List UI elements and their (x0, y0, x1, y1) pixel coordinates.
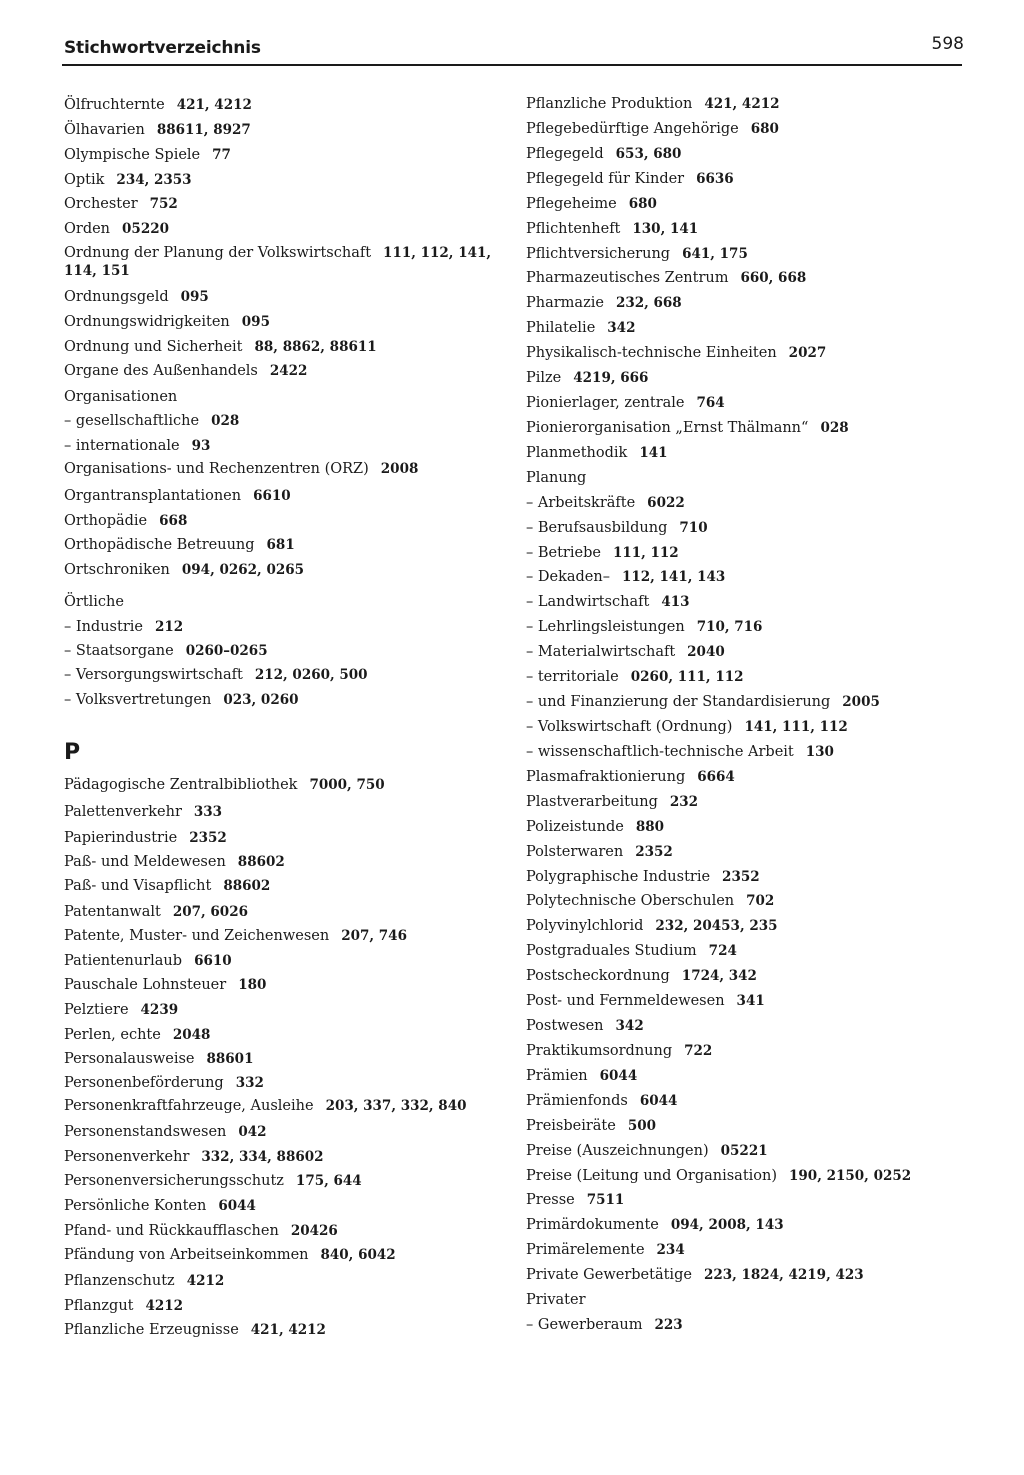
entry-term: Polytechnische Oberschulen (526, 893, 735, 909)
entry-term: Orthopädie (64, 513, 148, 529)
index-entry (64, 952, 504, 970)
entry-term: – Betriebe (526, 545, 601, 561)
entry-term: Pfändung von Arbeitseinkommen (64, 1247, 309, 1263)
entry-term: Pflichtenheft (526, 221, 621, 237)
entry-term: Postgraduales Studium (526, 943, 697, 959)
index-entry (526, 743, 966, 761)
entry-term: Pionierorganisation „Ernst Thälmann“ (526, 420, 809, 436)
entry-references: 207, 746 (341, 928, 407, 944)
entry-term: Palettenverkehr (64, 804, 182, 820)
index-entry (64, 803, 504, 821)
entry-references: 094, 0262, 0265 (181, 562, 305, 578)
index-entry (526, 1316, 966, 1334)
entry-term: Planmethodik (526, 445, 628, 461)
index-entry (526, 394, 966, 412)
index-entry (64, 171, 504, 189)
index-entry (64, 1272, 504, 1290)
entry-term: Physikalisch-technische Einheiten (526, 345, 777, 361)
entry-term: Organe des Außenhandels (64, 363, 258, 379)
index-entry (526, 568, 966, 586)
entry-term: Ordnungsgeld (64, 289, 169, 305)
entry-references: 332, 334, 88602 (201, 1149, 324, 1165)
index-entry (64, 1297, 504, 1315)
entry-term: Pilze (526, 370, 562, 386)
index-entry (64, 1050, 504, 1068)
header-rule (62, 64, 962, 66)
entry-term: Persönliche Konten (64, 1198, 207, 1214)
entry-term: – Lehrlingsleistungen (526, 619, 685, 635)
index-entry (64, 853, 504, 871)
entry-term: Papierindustrie (64, 830, 178, 846)
entry-term: – Materialwirtschaft (526, 644, 676, 660)
entry-term: Pflichtversicherung (526, 246, 671, 262)
index-entry (64, 877, 504, 895)
entry-references: 6636 (696, 171, 734, 187)
index-entry (64, 362, 504, 380)
entry-references: 2352 (189, 830, 227, 846)
entry-references: 028 (211, 413, 240, 429)
entry-term: Postwesen (526, 1018, 604, 1034)
entry-term: Pflegebedürftige Angehörige (526, 121, 739, 137)
index-entry (64, 593, 504, 611)
entry-references: 342 (615, 1018, 644, 1034)
entry-references: 2422 (269, 363, 308, 379)
entry-references: 660, 668 (740, 270, 807, 286)
entry-references: 4219, 666 (573, 370, 649, 386)
entry-references: 500 (627, 1118, 657, 1134)
entry-references: 223 (654, 1317, 683, 1333)
entry-references: 702 (746, 893, 775, 909)
index-entry (526, 319, 966, 337)
index-entry (64, 388, 504, 406)
entry-references: 342 (607, 320, 636, 336)
entry-references: 212, 0260, 500 (254, 667, 368, 683)
index-entry (526, 1042, 966, 1060)
index-entry (64, 1001, 504, 1019)
entry-references: 4212 (145, 1298, 184, 1314)
entry-term: Perlen, echte (64, 1027, 161, 1043)
entry-term: Personenbeförderung (64, 1075, 224, 1091)
entry-references: 4212 (186, 1273, 225, 1289)
index-entry (526, 868, 966, 886)
entry-references: 653, 680 (615, 146, 682, 162)
index-entry (64, 1172, 504, 1190)
entry-term: Philatelie (526, 320, 596, 336)
entry-term: Ortschroniken (64, 562, 170, 578)
entry-references: 175, 644 (295, 1173, 362, 1189)
index-entry (64, 618, 504, 636)
index-entry (526, 95, 966, 113)
entry-term: Orchester (64, 196, 138, 212)
index-entry (526, 917, 966, 935)
entry-term: Prämien (526, 1068, 588, 1084)
page-number: 598 (931, 34, 964, 54)
index-entry (64, 460, 504, 478)
entry-term: – internationale (64, 438, 180, 454)
index-entry (526, 120, 966, 138)
index-entry (526, 519, 966, 537)
entry-term: Prämienfonds (526, 1093, 628, 1109)
entry-term: Organisationen (64, 389, 178, 405)
entry-references: 095 (180, 289, 209, 305)
entry-term: Pharmazeutisches Zentrum (526, 270, 729, 286)
entry-references: 111, 112, 141, 114, 151 (64, 245, 492, 279)
index-entry (64, 313, 504, 331)
entry-term: Pflanzliche Erzeugnisse (64, 1322, 239, 1338)
index-entry (526, 618, 966, 636)
entry-references: 6610 (253, 488, 291, 504)
index-entry (526, 593, 966, 611)
entry-references: 203, 337, 332, 840 (325, 1098, 467, 1114)
index-entry (64, 1148, 504, 1166)
entry-references: 7511 (586, 1192, 625, 1208)
index-entry (526, 170, 966, 188)
index-entry (64, 412, 504, 430)
entry-term: Ölfruchternte (64, 97, 165, 113)
index-entry (526, 693, 966, 711)
entry-references: 333 (193, 804, 223, 820)
index-entry (64, 903, 504, 921)
index-entry (64, 512, 504, 530)
entry-term: Pflanzenschutz (64, 1273, 175, 1289)
entry-term: Olympische Spiele (64, 147, 201, 163)
entry-term: Patientenurlaub (64, 953, 183, 969)
index-entry (526, 793, 966, 811)
index-entry (526, 494, 966, 512)
entry-references: 421, 4212 (250, 1322, 326, 1338)
entry-references: 88611, 8927 (156, 122, 251, 138)
index-entry (64, 1197, 504, 1215)
index-entry (64, 121, 504, 139)
entry-term: Plastverarbeitung (526, 794, 658, 810)
index-entry (526, 245, 966, 263)
index-entry (526, 1017, 966, 1035)
index-entry (64, 1026, 504, 1044)
entry-references: 2352 (635, 844, 673, 860)
index-entry (526, 344, 966, 362)
running-head: Stichwortverzeichnis (64, 38, 261, 58)
index-entry (526, 1291, 966, 1309)
index-entry (526, 718, 966, 736)
entry-term: Praktikumsordnung (526, 1043, 673, 1059)
entry-term: – territoriale (526, 669, 619, 685)
index-entry (526, 195, 966, 213)
entry-references: 234, 2353 (116, 172, 192, 188)
entry-term: Polyvinylchlorid (526, 918, 644, 934)
entry-references: 6664 (697, 769, 735, 785)
entry-term: – und Finanzierung der Standardisierung (526, 694, 831, 710)
entry-references: 0260–0265 (185, 643, 268, 659)
entry-references: 680 (750, 121, 779, 137)
index-entry (526, 1266, 966, 1284)
index-entry (526, 1216, 966, 1234)
index-entry (526, 1167, 966, 1185)
index-entry (526, 469, 966, 487)
entry-term: – Volkswirtschaft (Ordnung) (526, 719, 733, 735)
entry-references: 77 (212, 147, 231, 163)
entry-term: Pflegegeld (526, 146, 604, 162)
entry-references: 722 (684, 1043, 713, 1059)
entry-term: Personalausweise (64, 1051, 195, 1067)
entry-references: 88601 (206, 1051, 254, 1067)
entry-term: – Gewerberaum (526, 1317, 643, 1333)
entry-references: 234 (656, 1242, 685, 1258)
index-entry (64, 1097, 504, 1115)
index-entry (64, 146, 504, 164)
entry-references: 130 (805, 744, 834, 760)
index-entry (526, 768, 966, 786)
entry-term: Pfand- und Rückkaufflaschen (64, 1223, 279, 1239)
index-entry (526, 668, 966, 686)
entry-term: Paß- und Meldewesen (64, 854, 226, 870)
index-entry (64, 1246, 504, 1264)
index-entry (64, 1123, 504, 1141)
index-entry (526, 369, 966, 387)
entry-references: 680 (628, 196, 657, 212)
entry-term: Patentanwalt (64, 904, 161, 920)
entry-term: Plasmafraktionierung (526, 769, 686, 785)
entry-term: Pädagogische Zentralbibliothek (64, 777, 298, 793)
index-entry (526, 818, 966, 836)
entry-references: 1724, 342 (681, 968, 757, 984)
entry-term: Pflanzliche Produktion (526, 96, 693, 112)
entry-term: – Dekaden– (526, 569, 610, 585)
entry-term: Ordnung und Sicherheit (64, 339, 243, 355)
index-entry (64, 829, 504, 847)
entry-term: Preise (Auszeichnungen) (526, 1143, 709, 1159)
index-entry (526, 419, 966, 437)
index-entry (526, 942, 966, 960)
index-entry (64, 195, 504, 213)
entry-term: Presse (526, 1192, 575, 1208)
entry-references: 141 (639, 445, 668, 461)
index-entry (526, 444, 966, 462)
entry-term: Planung (526, 470, 587, 486)
entry-references: 20426 (290, 1223, 338, 1239)
entry-references: 88602 (237, 854, 285, 870)
entry-references: 6044 (599, 1068, 638, 1084)
entry-references: 752 (149, 196, 178, 212)
index-entry (526, 220, 966, 238)
entry-references: 232, 20453, 235 (655, 918, 778, 934)
index-entry (526, 967, 966, 985)
index-entry (64, 642, 504, 660)
entry-references: 130, 141 (632, 221, 699, 237)
index-entry (64, 437, 504, 455)
entry-references: 0260, 111, 112 (630, 669, 744, 685)
entry-references: 840, 6042 (320, 1247, 396, 1263)
entry-references: 710, 716 (696, 619, 763, 635)
entry-term: – Volksvertretungen (64, 692, 212, 708)
entry-references: 180 (238, 977, 267, 993)
entry-references: 141, 111, 112 (744, 719, 848, 735)
entry-references: 212 (154, 619, 184, 635)
index-entry (64, 1321, 504, 1339)
index-entry (64, 288, 504, 306)
entry-references: 05221 (720, 1143, 768, 1159)
entry-references: 095 (241, 314, 270, 330)
section-letter: P (64, 740, 81, 765)
entry-references: 724 (708, 943, 737, 959)
entry-references: 190, 2150, 0252 (789, 1168, 912, 1184)
entry-term: Ordnung der Planung der Volkswirtschaft (64, 245, 372, 261)
entry-term: – Industrie (64, 619, 143, 635)
index-entry (64, 536, 504, 554)
entry-term: Personenkraftfahrzeuge, Ausleihe (64, 1098, 314, 1114)
entry-term: Primärdokumente (526, 1217, 659, 1233)
entry-term: – wissenschaftlich-technische Arbeit (526, 744, 794, 760)
entry-references: 112, 141, 143 (621, 569, 726, 585)
entry-term: – gesellschaftliche (64, 413, 200, 429)
entry-term: Örtliche (64, 594, 124, 610)
index-entry (64, 776, 504, 794)
index-entry (64, 561, 504, 579)
entry-term: Pflegeheime (526, 196, 617, 212)
index-entry (64, 487, 504, 505)
entry-references: 6044 (639, 1093, 678, 1109)
entry-term: – Staatsorgane (64, 643, 174, 659)
index-entry (526, 1117, 966, 1135)
index-entry (64, 96, 504, 114)
entry-term: Pelztiere (64, 1002, 129, 1018)
entry-term: – Berufsausbildung (526, 520, 668, 536)
entry-term: Private Gewerbetätige (526, 1267, 692, 1283)
entry-references: 2008 (380, 461, 419, 477)
entry-references: 88, 8862, 88611 (254, 339, 377, 355)
entry-term: – Landwirtschaft (526, 594, 650, 610)
index-entry (64, 1074, 504, 1092)
entry-term: Pflegegeld für Kinder (526, 171, 685, 187)
entry-references: 028 (820, 420, 849, 436)
entry-references: 710 (679, 520, 708, 536)
entry-term: Ölhavarien (64, 122, 145, 138)
index-entry (526, 1067, 966, 1085)
entry-references: 641, 175 (682, 246, 748, 262)
index-entry (526, 1142, 966, 1160)
entry-references: 413 (661, 594, 690, 610)
entry-references: 6044 (218, 1198, 256, 1214)
index-entry (64, 976, 504, 994)
entry-references: 341 (736, 993, 765, 1009)
entry-references: 93 (191, 438, 211, 454)
index-entry (526, 269, 966, 287)
entry-term: Privater (526, 1292, 586, 1308)
index-entry (64, 1222, 504, 1240)
entry-term: Polsterwaren (526, 844, 624, 860)
entry-term: Postscheckordnung (526, 968, 670, 984)
entry-references: 6022 (647, 495, 685, 511)
entry-term: Personenversicherungsschutz (64, 1173, 284, 1189)
entry-term: – Arbeitskräfte (526, 495, 636, 511)
index-entry (64, 691, 504, 709)
entry-term: Pauschale Lohnsteuer (64, 977, 227, 993)
entry-references: 681 (266, 537, 295, 553)
entry-references: 223, 1824, 4219, 423 (703, 1267, 864, 1283)
entry-references: 2027 (788, 345, 827, 361)
entry-references: 232 (669, 794, 699, 810)
entry-references: 207, 6026 (172, 904, 248, 920)
index-entry (64, 244, 504, 280)
entry-term: Optik (64, 172, 105, 188)
entry-term: Personenstandswesen (64, 1124, 227, 1140)
entry-references: 4239 (140, 1002, 179, 1018)
entry-term: Preisbeiräte (526, 1118, 616, 1134)
entry-term: Orthopädische Betreuung (64, 537, 255, 553)
index-entry (526, 643, 966, 661)
entry-term: Polizeistunde (526, 819, 624, 835)
entry-term: Polygraphische Industrie (526, 869, 711, 885)
index-entry (526, 544, 966, 562)
index-entry (526, 892, 966, 910)
index-entry (526, 992, 966, 1010)
entry-term: Primärelemente (526, 1242, 645, 1258)
entry-references: 05220 (122, 221, 169, 237)
entry-references: 2040 (687, 644, 725, 660)
entry-term: Pionierlager, zentrale (526, 395, 685, 411)
entry-term: Orden (64, 221, 111, 237)
entry-references: 6610 (194, 953, 232, 969)
entry-term: Paß- und Visapflicht (64, 878, 212, 894)
entry-references: 332 (235, 1075, 264, 1091)
entry-term: Ordnungswidrigkeiten (64, 314, 230, 330)
index-entry (526, 843, 966, 861)
index-entry (64, 666, 504, 684)
entry-references: 88602 (223, 878, 271, 894)
entry-term: Pflanzgut (64, 1298, 134, 1314)
entry-references: 421, 4212 (176, 97, 252, 113)
index-entry (64, 338, 504, 356)
index-entry (526, 145, 966, 163)
entry-references: 232, 668 (615, 295, 682, 311)
entry-references: 880 (635, 819, 665, 835)
entry-references: 023, 0260 (223, 692, 299, 708)
entry-references: 668 (159, 513, 188, 529)
entry-term: Post- und Fernmeldewesen (526, 993, 725, 1009)
entry-references: 094, 2008, 143 (670, 1217, 784, 1233)
entry-references: 421, 4212 (704, 96, 780, 112)
entry-term: Organisations- und Rechenzentren (ORZ) (64, 461, 369, 477)
entry-term: Pharmazie (526, 295, 604, 311)
index-entry (64, 220, 504, 238)
index-entry (526, 1191, 966, 1209)
entry-references: 7000, 750 (309, 777, 385, 793)
entry-term: Preise (Leitung und Organisation) (526, 1168, 778, 1184)
entry-term: Organtransplantationen (64, 488, 242, 504)
index-entry (526, 1092, 966, 1110)
entry-references: 111, 112 (612, 545, 679, 561)
entry-references: 042 (238, 1124, 267, 1140)
entry-term: Personenverkehr (64, 1149, 190, 1165)
index-entry (526, 1241, 966, 1259)
entry-term: Patente, Muster- und Zeichenwesen (64, 928, 330, 944)
entry-references: 764 (696, 395, 725, 411)
entry-references: 2048 (172, 1027, 211, 1043)
entry-term: – Versorgungswirtschaft (64, 667, 243, 683)
entry-references: 2352 (722, 869, 760, 885)
index-entry (64, 927, 504, 945)
index-entry (526, 294, 966, 312)
entry-references: 2005 (842, 694, 880, 710)
